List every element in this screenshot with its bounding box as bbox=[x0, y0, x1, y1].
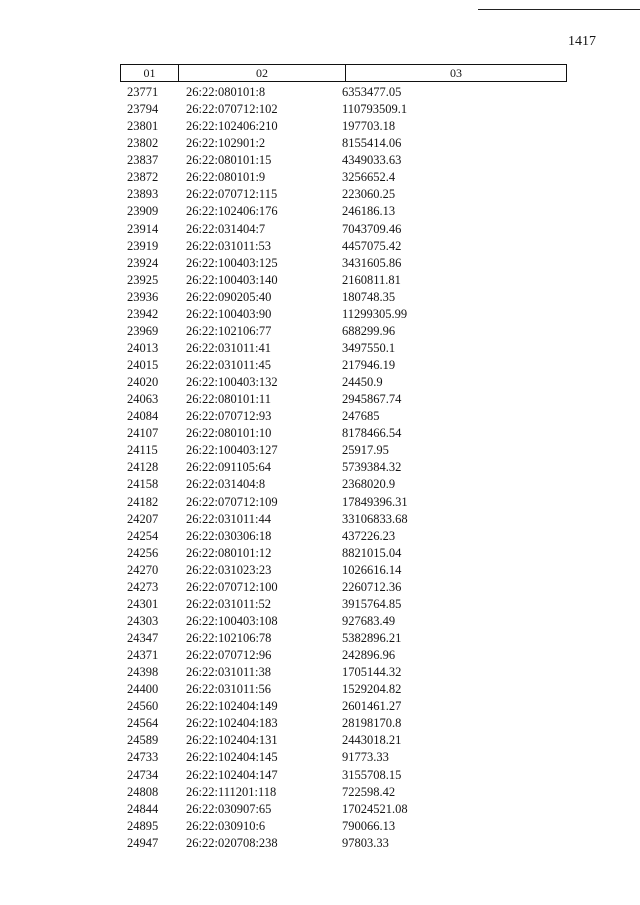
table-row bbox=[120, 698, 567, 715]
table-cell-col-02: 26:22:080101:12 bbox=[186, 545, 272, 560]
table-cell-col-03: 110793509.1 bbox=[342, 102, 408, 117]
table-row bbox=[120, 664, 567, 681]
table-cell-col-03: 1529204.82 bbox=[342, 682, 402, 697]
table-row bbox=[120, 323, 567, 340]
table-cell-col-01: 24301 bbox=[127, 596, 159, 611]
table-cell-col-02: 26:22:080101:10 bbox=[186, 426, 272, 441]
table-cell-col-02: 26:22:102406:176 bbox=[186, 204, 278, 219]
table-cell-col-01: 23801 bbox=[127, 119, 159, 134]
table-cell-col-03: 5382896.21 bbox=[342, 631, 402, 645]
table-row bbox=[120, 681, 567, 698]
table-cell-col-02: 26:22:102404:131 bbox=[186, 733, 278, 748]
table-cell-col-02: 26:22:080101:9 bbox=[186, 170, 266, 185]
table-cell-col-03: 242896.96 bbox=[342, 648, 396, 663]
table-row bbox=[120, 255, 567, 272]
table-cell-col-02: 26:22:030306:18 bbox=[186, 528, 272, 543]
table-row bbox=[120, 749, 567, 766]
table-cell-col-01: 23794 bbox=[127, 102, 159, 117]
table-cell-col-03: 2601461.27 bbox=[342, 699, 402, 714]
table-cell-col-02: 26:22:102404:149 bbox=[186, 699, 278, 714]
table-row bbox=[120, 459, 567, 476]
table-cell-col-01: 24270 bbox=[127, 562, 159, 577]
table-cell-col-01: 24564 bbox=[127, 716, 159, 731]
table-cell-col-03: 688299.96 bbox=[342, 323, 396, 338]
table-row bbox=[120, 579, 567, 596]
table-cell-col-01: 24020 bbox=[127, 375, 159, 390]
table-cell-col-01: 23924 bbox=[127, 255, 159, 270]
table-row bbox=[120, 169, 567, 186]
table-cell-col-03: 790066.13 bbox=[342, 818, 396, 833]
table-cell-col-02: 26:22:031404:7 bbox=[186, 221, 266, 236]
table-cell-col-03: 25917.95 bbox=[342, 443, 389, 458]
table-cell-col-01: 24207 bbox=[127, 511, 159, 526]
table-cell-col-02: 26:22:031404:8 bbox=[186, 477, 266, 492]
table-cell-col-02: 26:22:070712:102 bbox=[186, 102, 278, 117]
table-cell-col-01: 24947 bbox=[127, 835, 159, 850]
table-cell-col-02: 26:22:102404:147 bbox=[186, 767, 278, 782]
table-cell-col-03: 3915764.85 bbox=[342, 596, 402, 611]
table-cell-col-01: 24733 bbox=[127, 750, 159, 765]
table-row bbox=[120, 306, 567, 323]
table-row bbox=[120, 647, 567, 664]
table-row bbox=[120, 835, 567, 852]
table-cell-col-02: 26:22:031011:53 bbox=[186, 238, 271, 253]
table-row bbox=[120, 562, 567, 579]
table-cell-col-03: 17024521.08 bbox=[342, 801, 408, 816]
table-cell-col-03: 2945867.74 bbox=[342, 392, 402, 407]
table-row bbox=[120, 818, 567, 835]
table-cell-col-03: 11299305.99 bbox=[342, 306, 408, 321]
table-cell-col-01: 23942 bbox=[127, 306, 159, 321]
table-row bbox=[120, 784, 567, 801]
table-row bbox=[120, 715, 567, 732]
table-row bbox=[120, 118, 567, 135]
table-cell-col-01: 24015 bbox=[127, 358, 159, 372]
table-cell-col-01: 24589 bbox=[127, 733, 159, 748]
table-cell-col-01: 23969 bbox=[127, 323, 159, 338]
table-cell-col-02: 26:22:090205:40 bbox=[186, 289, 272, 304]
table-cell-col-02: 26:22:111201:118 bbox=[186, 784, 277, 799]
table-row bbox=[120, 630, 567, 647]
table-cell-col-03: 5739384.32 bbox=[342, 460, 402, 475]
table-row bbox=[120, 272, 567, 289]
table-cell-col-02: 26:22:100403:132 bbox=[186, 375, 278, 390]
table-cell-col-01: 23893 bbox=[127, 187, 159, 202]
table-cell-col-02: 26:22:080101:11 bbox=[186, 392, 271, 407]
table-cell-col-02: 26:22:102404:145 bbox=[186, 750, 278, 765]
table-cell-col-01: 24256 bbox=[127, 545, 159, 560]
table-cell-col-03: 217946.19 bbox=[342, 358, 396, 372]
table-cell-col-02: 26:22:031023:23 bbox=[186, 562, 272, 577]
table-cell-col-01: 24398 bbox=[127, 665, 159, 680]
table-cell-col-01: 24254 bbox=[127, 528, 159, 543]
table-cell-col-01: 24303 bbox=[127, 613, 159, 628]
table-cell-col-03: 8155414.06 bbox=[342, 136, 402, 151]
table-cell-col-02: 26:22:030907:65 bbox=[186, 801, 272, 816]
table-cell-col-03: 927683.49 bbox=[342, 613, 396, 628]
table-row bbox=[120, 357, 567, 374]
table-cell-col-03: 91773.33 bbox=[342, 750, 389, 765]
table-cell-col-01: 24158 bbox=[127, 477, 159, 492]
table-cell-col-03: 28198170.8 bbox=[342, 716, 402, 731]
table-cell-col-02: 26:22:091105:64 bbox=[186, 460, 271, 475]
table-cell-col-02: 26:22:070712:100 bbox=[186, 579, 278, 594]
table-cell-col-02: 26:22:102406:210 bbox=[186, 119, 278, 134]
table-row bbox=[120, 442, 567, 459]
table-row bbox=[120, 152, 567, 169]
table-cell-col-03: 722598.42 bbox=[342, 784, 396, 799]
table-cell-col-02: 26:22:070712:109 bbox=[186, 494, 278, 509]
page-number: 1417 bbox=[568, 34, 596, 49]
table-cell-col-03: 8821015.04 bbox=[342, 545, 402, 560]
table-cell-col-03: 3155708.15 bbox=[342, 767, 402, 782]
table-cell-col-02: 26:22:100403:90 bbox=[186, 306, 272, 321]
table-cell-col-02: 26:22:100403:125 bbox=[186, 255, 278, 270]
table-row bbox=[120, 801, 567, 818]
table-cell-col-01: 24013 bbox=[127, 340, 159, 355]
table-cell-col-01: 23909 bbox=[127, 204, 159, 219]
table-row bbox=[120, 374, 567, 391]
table-cell-col-01: 23925 bbox=[127, 272, 159, 287]
table-row bbox=[120, 767, 567, 784]
table-cell-col-02: 26:22:080101:15 bbox=[186, 153, 272, 168]
table-row bbox=[120, 528, 567, 545]
table-cell-col-02: 26:22:100403:127 bbox=[186, 443, 278, 458]
table-cell-col-01: 24734 bbox=[127, 767, 159, 782]
table-cell-col-01: 24560 bbox=[127, 699, 159, 714]
table-row bbox=[120, 221, 567, 238]
table-cell-col-01: 23771 bbox=[127, 85, 159, 99]
table-cell-col-01: 24844 bbox=[127, 801, 159, 816]
table-row bbox=[120, 186, 567, 203]
table-cell-col-02: 26:22:031011:56 bbox=[186, 682, 271, 697]
table-cell-col-01: 23919 bbox=[127, 238, 159, 253]
table-cell-col-02: 26:22:031011:45 bbox=[186, 358, 271, 372]
table-body bbox=[120, 84, 567, 852]
table-cell-col-03: 7043709.46 bbox=[342, 221, 402, 236]
table-cell-col-03: 3256652.4 bbox=[342, 170, 396, 185]
table-cell-col-03: 246186.13 bbox=[342, 204, 396, 219]
table-row bbox=[120, 391, 567, 408]
table-cell-col-03: 2160811.81 bbox=[342, 272, 401, 287]
table-cell-col-01: 24400 bbox=[127, 682, 159, 697]
table-cell-col-01: 24107 bbox=[127, 426, 159, 441]
table-cell-col-01: 23936 bbox=[127, 289, 159, 304]
table-cell-col-02: 26:22:031011:38 bbox=[186, 665, 271, 680]
table-cell-col-03: 247685 bbox=[342, 409, 380, 424]
table-row bbox=[120, 238, 567, 255]
table-cell-col-03: 437226.23 bbox=[342, 528, 396, 543]
table-cell-col-02: 26:22:020708:238 bbox=[186, 835, 278, 850]
table-row bbox=[120, 425, 567, 442]
header-col-02: 02 bbox=[179, 65, 346, 81]
table-row bbox=[120, 545, 567, 562]
table-cell-col-03: 180748.35 bbox=[342, 289, 396, 304]
table-cell-col-03: 3431605.86 bbox=[342, 255, 402, 270]
table-cell-col-03: 3497550.1 bbox=[342, 340, 396, 355]
table-cell-col-03: 1705144.32 bbox=[342, 665, 402, 680]
table-cell-col-01: 23914 bbox=[127, 221, 159, 236]
table-cell-col-01: 23872 bbox=[127, 170, 159, 185]
table-cell-col-03: 4457075.42 bbox=[342, 238, 402, 253]
table-row bbox=[120, 613, 567, 630]
table-cell-col-02: 26:22:070712:115 bbox=[186, 187, 278, 202]
table-cell-col-02: 26:22:080101:8 bbox=[186, 85, 266, 99]
table-row bbox=[120, 101, 567, 118]
table-cell-col-03: 1026616.14 bbox=[342, 562, 402, 577]
table-cell-col-03: 4349033.63 bbox=[342, 153, 402, 168]
table-row bbox=[120, 289, 567, 306]
table-cell-col-01: 24273 bbox=[127, 579, 159, 594]
table-row bbox=[120, 596, 567, 613]
table-cell-col-02: 26:22:031011:41 bbox=[186, 340, 271, 355]
table-cell-col-03: 6353477.05 bbox=[342, 85, 402, 99]
table-cell-col-03: 8178466.54 bbox=[342, 426, 402, 441]
table-cell-col-01: 24371 bbox=[127, 648, 159, 663]
table-cell-col-03: 97803.33 bbox=[342, 835, 389, 850]
table-row bbox=[120, 340, 567, 357]
table-header bbox=[120, 64, 567, 82]
table-cell-col-03: 17849396.31 bbox=[342, 494, 408, 509]
header-col-03: 03 bbox=[450, 66, 462, 80]
table-row bbox=[120, 408, 567, 425]
table-cell-col-03: 33106833.68 bbox=[342, 511, 408, 526]
table-row bbox=[120, 135, 567, 152]
table-cell-col-03: 2443018.21 bbox=[342, 733, 402, 748]
table-row bbox=[120, 476, 567, 493]
table-cell-col-01: 24115 bbox=[127, 443, 158, 458]
table-cell-col-02: 26:22:030910:6 bbox=[186, 818, 266, 833]
table-row bbox=[120, 84, 567, 101]
table-row bbox=[120, 732, 567, 749]
table-cell-col-01: 24895 bbox=[127, 818, 159, 833]
table-cell-col-01: 23837 bbox=[127, 153, 159, 168]
table-cell-col-02: 26:22:102106:78 bbox=[186, 631, 272, 645]
table-cell-col-02: 26:22:070712:93 bbox=[186, 409, 272, 424]
table-cell-col-03: 223060.25 bbox=[342, 187, 396, 202]
table-cell-col-02: 26:22:031011:52 bbox=[186, 596, 271, 611]
table-cell-col-01: 24084 bbox=[127, 409, 159, 424]
table-cell-col-01: 24063 bbox=[127, 392, 159, 407]
table-cell-col-02: 26:22:070712:96 bbox=[186, 648, 272, 663]
header-col-01: 01 bbox=[121, 65, 179, 81]
table-cell-col-03: 2368020.9 bbox=[342, 477, 396, 492]
table-row bbox=[120, 494, 567, 511]
table-row bbox=[120, 511, 567, 528]
table-row bbox=[120, 203, 567, 220]
table-cell-col-01: 24808 bbox=[127, 784, 159, 799]
table-cell-col-02: 26:22:102901:2 bbox=[186, 136, 266, 151]
data-table bbox=[120, 64, 567, 852]
table-cell-col-01: 23802 bbox=[127, 136, 159, 151]
table-cell-col-02: 26:22:102404:183 bbox=[186, 716, 278, 731]
table-cell-col-02: 26:22:031011:44 bbox=[186, 511, 271, 526]
table-cell-col-02: 26:22:100403:140 bbox=[186, 272, 278, 287]
table-cell-col-01: 24182 bbox=[127, 494, 159, 509]
table-cell-col-02: 26:22:102106:77 bbox=[186, 323, 272, 338]
top-rule bbox=[478, 9, 640, 10]
table-cell-col-01: 24347 bbox=[127, 631, 159, 645]
table-cell-col-02: 26:22:100403:108 bbox=[186, 613, 278, 628]
table-cell-col-03: 2260712.36 bbox=[342, 579, 402, 594]
table-cell-col-03: 197703.18 bbox=[342, 119, 396, 134]
table-cell-col-03: 24450.9 bbox=[342, 375, 383, 390]
table-cell-col-01: 24128 bbox=[127, 460, 159, 475]
